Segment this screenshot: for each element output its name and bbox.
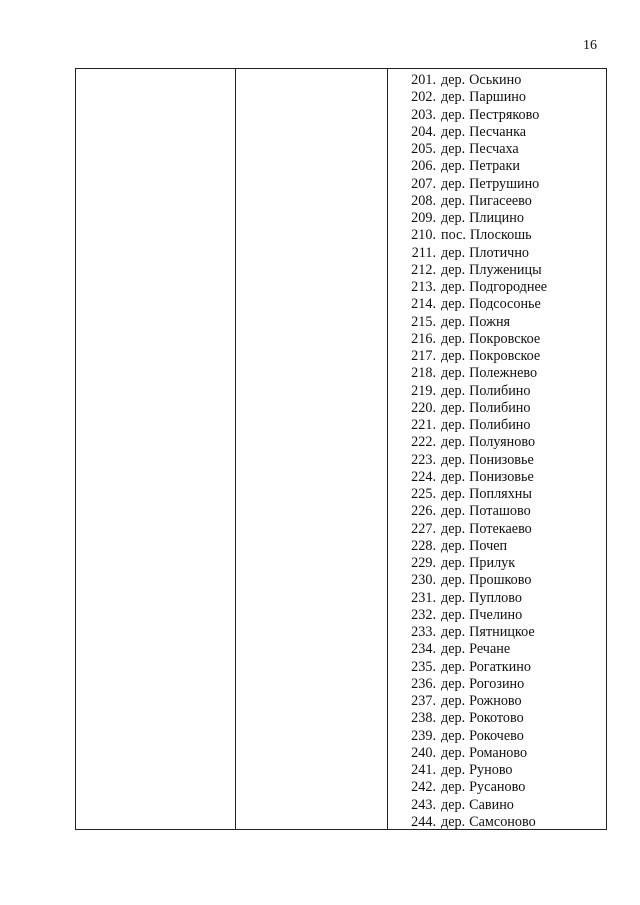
settlement-name: Пигасеево: [469, 192, 532, 209]
settlement-name: Русаново: [469, 779, 526, 796]
settlement-type: дер.: [441, 123, 466, 140]
settlement-type: пос.: [441, 227, 466, 244]
settlement-name: Подгороднее: [469, 279, 548, 295]
item-number: 215.: [411, 313, 436, 330]
settlement-name: Плуженицы: [469, 261, 542, 278]
item-number: 209.: [411, 210, 436, 226]
settlement-type: дер.: [441, 313, 466, 330]
settlement-name: Покровское: [469, 330, 541, 347]
settlement-type: дер.: [441, 762, 466, 778]
settlements-table: [75, 68, 607, 830]
settlement-type: дер.: [441, 624, 466, 640]
list-item: [406, 107, 547, 124]
item-number: 208.: [411, 192, 436, 209]
settlement-type: дер.: [441, 365, 466, 382]
settlement-name: Поташово: [469, 503, 531, 520]
list-item: [406, 72, 547, 89]
list-item: [406, 383, 547, 400]
list-item: [406, 572, 547, 589]
settlement-type: дер.: [441, 606, 466, 623]
list-item: [406, 348, 547, 365]
settlement-name: Рокочево: [469, 727, 524, 744]
list-item: [406, 434, 547, 451]
list-item: [406, 210, 547, 227]
item-number: 235.: [411, 658, 436, 675]
list-item: [406, 624, 547, 641]
settlement-name: Плоскошь: [469, 227, 532, 244]
item-number: 202.: [411, 89, 436, 106]
list-item: [406, 814, 547, 831]
list-item: [406, 262, 547, 279]
item-number: 211.: [411, 244, 436, 261]
settlement-type: дер.: [441, 486, 466, 502]
settlement-type: дер.: [441, 520, 466, 537]
settlement-name: Пожня: [469, 313, 511, 330]
item-number: 229.: [411, 555, 436, 571]
settlement-name: Паршино: [469, 89, 526, 106]
list-item: [406, 469, 547, 486]
list-item: [406, 728, 547, 745]
settlement-type: дер.: [441, 330, 466, 347]
list-item: [406, 797, 547, 814]
list-item: [406, 176, 547, 193]
item-number: 244.: [411, 813, 436, 830]
settlement-type: дер.: [441, 399, 466, 416]
item-number: 232.: [411, 606, 436, 623]
list-item: [406, 676, 547, 693]
settlement-type: дер.: [441, 744, 466, 761]
settlement-type: дер.: [441, 279, 466, 295]
item-number: 237.: [411, 693, 436, 709]
settlement-name: Петраки: [469, 158, 520, 175]
item-number: 223.: [411, 451, 436, 468]
item-number: 226.: [411, 503, 436, 520]
page-number: 16: [583, 38, 597, 53]
settlement-type: дер.: [441, 641, 466, 658]
settlement-type: дер.: [441, 555, 466, 571]
item-number: 201.: [411, 72, 436, 88]
item-number: 221.: [411, 417, 436, 433]
settlement-name: Прилук: [469, 555, 516, 571]
list-item: [406, 745, 547, 762]
settlement-name: Рожново: [469, 693, 522, 709]
settlement-name: Пестряково: [469, 106, 540, 123]
item-number: 218.: [411, 365, 436, 382]
settlement-name: Речане: [469, 641, 511, 658]
item-number: 213.: [411, 279, 436, 295]
settlement-name: Полуяново: [469, 434, 536, 451]
settlement-name: Песчаха: [469, 141, 519, 157]
settlement-name: Руново: [469, 762, 513, 778]
settlement-name: Романово: [469, 744, 528, 761]
settlement-name: Пчелино: [469, 606, 523, 623]
list-item: [406, 365, 547, 382]
item-number: 231.: [411, 589, 436, 606]
settlement-name: Полибино: [469, 417, 531, 433]
list-item: [406, 762, 547, 779]
settlement-type: дер.: [441, 175, 466, 192]
column-divider-1: [235, 69, 236, 829]
settlement-name: Полежнево: [469, 365, 538, 382]
settlement-name: Пятницкое: [469, 624, 535, 640]
settlement-type: дер.: [441, 417, 466, 433]
item-number: 222.: [411, 434, 436, 451]
settlement-name: Рогаткино: [469, 658, 531, 675]
list-item: [406, 486, 547, 503]
list-item: [406, 314, 547, 331]
list-item: [406, 158, 547, 175]
list-item: [406, 193, 547, 210]
list-item: [406, 779, 547, 796]
settlement-type: дер.: [441, 710, 466, 727]
settlement-type: дер.: [441, 537, 466, 554]
item-number: 212.: [411, 261, 436, 278]
settlement-type: дер.: [441, 106, 466, 123]
list-item: [406, 590, 547, 607]
item-number: 203.: [411, 106, 436, 123]
list-item: [406, 89, 547, 106]
list-item: [406, 417, 547, 434]
settlement-type: дер.: [441, 675, 466, 692]
item-number: 216.: [411, 330, 436, 347]
settlement-name: Оськино: [469, 72, 522, 88]
settlement-name: Полибино: [469, 382, 531, 399]
settlement-type: дер.: [441, 779, 466, 796]
settlement-name: Понизовье: [469, 451, 534, 468]
item-number: 214.: [411, 296, 436, 313]
settlement-name: Плотично: [469, 244, 530, 261]
item-number: 243.: [411, 796, 436, 813]
settlement-name: Понизовье: [469, 468, 534, 485]
item-number: 230.: [411, 572, 436, 589]
settlement-type: дер.: [441, 658, 466, 675]
settlement-type: дер.: [441, 296, 466, 313]
settlement-type: дер.: [441, 261, 466, 278]
list-item: [406, 555, 547, 572]
item-number: 233.: [411, 624, 436, 640]
settlement-name: Попляхны: [469, 486, 532, 502]
column-divider-2: [387, 69, 388, 829]
item-number: 220.: [411, 399, 436, 416]
item-number: 205.: [411, 141, 436, 157]
settlement-type: дер.: [441, 89, 466, 106]
item-number: 236.: [411, 675, 436, 692]
settlement-name: Полибино: [469, 399, 531, 416]
item-number: 217.: [411, 348, 436, 364]
settlement-type: дер.: [441, 727, 466, 744]
settlement-name: Почеп: [469, 537, 508, 554]
list-item: [406, 296, 547, 313]
settlement-name: Рогозино: [469, 675, 525, 692]
settlement-type: дер.: [441, 572, 466, 589]
list-item: [406, 331, 547, 348]
settlement-name: Самсоново: [469, 813, 536, 830]
list-item: [406, 400, 547, 417]
settlement-name: Петрушино: [469, 175, 540, 192]
settlement-type: дер.: [441, 348, 466, 364]
item-number: 242.: [411, 779, 436, 796]
settlement-type: дер.: [441, 434, 466, 451]
item-number: 227.: [411, 520, 436, 537]
settlement-type: дер.: [441, 244, 466, 261]
list-item: [406, 641, 547, 658]
list-item: [406, 659, 547, 676]
item-number: 204.: [411, 123, 436, 140]
list-item: [406, 141, 547, 158]
settlement-name: Покровское: [469, 348, 541, 364]
item-number: 234.: [411, 641, 436, 658]
settlement-name: Потекаево: [469, 520, 532, 537]
item-number: 240.: [411, 744, 436, 761]
list-item: [406, 607, 547, 624]
settlement-type: дер.: [441, 158, 466, 175]
list-item: [406, 227, 547, 244]
list-item: [406, 521, 547, 538]
item-number: 219.: [411, 382, 436, 399]
settlement-type: дер.: [441, 382, 466, 399]
list-item: [406, 124, 547, 141]
settlement-name: Песчанка: [469, 123, 527, 140]
item-number: 241.: [411, 762, 436, 778]
settlement-type: дер.: [441, 72, 466, 88]
settlement-type: дер.: [441, 813, 466, 830]
settlement-type: дер.: [441, 589, 466, 606]
settlement-list: [406, 72, 547, 831]
list-item: [406, 279, 547, 296]
list-item: [406, 710, 547, 727]
item-number: 206.: [411, 158, 436, 175]
settlement-name: Подсосонье: [469, 296, 541, 313]
item-number: 207.: [411, 175, 436, 192]
item-number: 224.: [411, 468, 436, 485]
settlement-name: Пуплово: [469, 589, 522, 606]
settlement-type: дер.: [441, 192, 466, 209]
item-number: 238.: [411, 710, 436, 727]
list-item: [406, 452, 547, 469]
settlement-name: Прошково: [469, 572, 532, 589]
settlement-type: дер.: [441, 693, 466, 709]
settlement-type: дер.: [441, 141, 466, 157]
settlement-type: дер.: [441, 503, 466, 520]
item-number: 239.: [411, 727, 436, 744]
item-number: 210.: [411, 227, 436, 244]
list-item: [406, 538, 547, 555]
item-number: 225.: [411, 486, 436, 502]
list-item: [406, 693, 547, 710]
item-number: 228.: [411, 537, 436, 554]
settlement-name: Рокотово: [469, 710, 524, 727]
settlement-type: дер.: [441, 451, 466, 468]
settlement-name: Савино: [469, 796, 514, 813]
settlement-name: Плицино: [469, 210, 524, 226]
settlement-type: дер.: [441, 468, 466, 485]
settlement-type: дер.: [441, 796, 466, 813]
list-item: [406, 245, 547, 262]
settlement-type: дер.: [441, 210, 466, 226]
list-item: [406, 503, 547, 520]
